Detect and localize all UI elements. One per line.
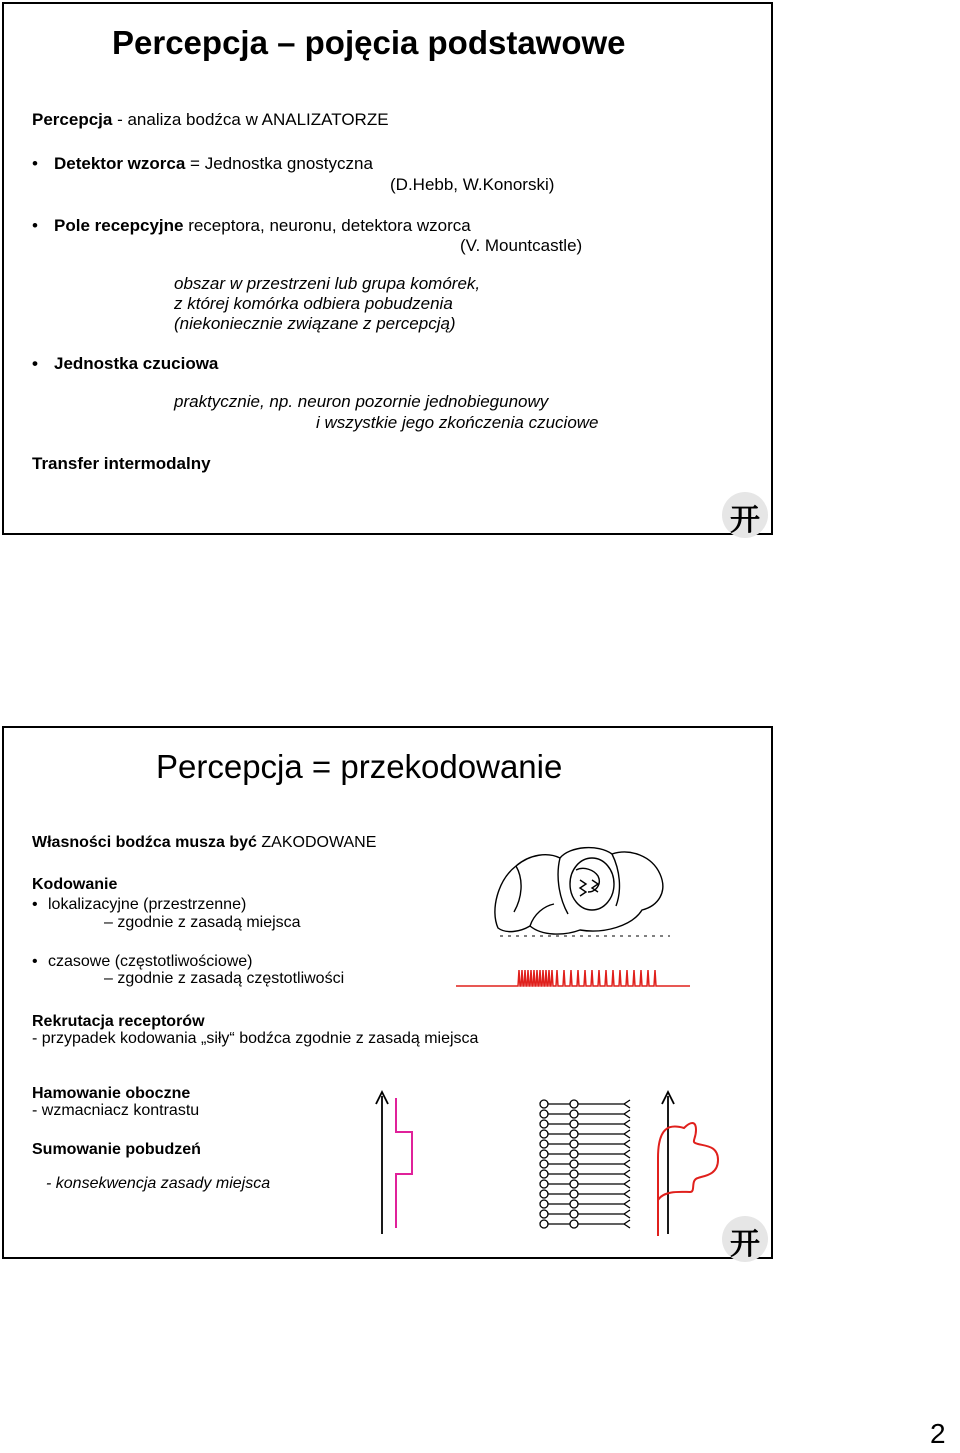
receptor-cell: [540, 1200, 548, 1208]
receptor-axon: [548, 1100, 630, 1108]
receptor-axon: [548, 1150, 630, 1158]
receptor-cell: [570, 1200, 578, 1208]
receptor-cell: [570, 1110, 578, 1118]
receptor-axon: [548, 1180, 630, 1188]
receptor-cell: [540, 1130, 548, 1138]
receptor-axon: [548, 1170, 630, 1178]
logo-glyph: 开: [730, 1227, 760, 1262]
summation-heading: Sumowanie pobudzeń: [32, 1141, 201, 1158]
logo-glyph: 开: [730, 503, 760, 538]
receptor-axon: [548, 1220, 630, 1228]
lateral-inhibition-text: - wzmacniacz kontrastu: [32, 1102, 200, 1119]
receptive-field-desc: receptora, neuronu, detektora wzorca: [183, 216, 471, 235]
receptor-axon: [548, 1110, 630, 1118]
slide-1: [2, 2, 773, 538]
receptor-cell: [570, 1160, 578, 1168]
slide-1-title: Percepcja – pojęcia podstawowe: [112, 24, 626, 61]
receptor-axon: [548, 1120, 630, 1128]
intermodal-transfer: Transfer intermodalny: [32, 454, 211, 473]
receptor-cell: [570, 1150, 578, 1158]
perception-term: Percepcja: [32, 110, 113, 129]
sensory-unit-def-1: praktycznie, np. neuron pozornie jednobiegunowy: [174, 392, 549, 411]
sensory-unit-def-2: i wszystkie jego zkończenia czuciowe: [316, 413, 599, 432]
recruitment-heading: Rekrutacja receptorów: [32, 1013, 205, 1030]
coding-bullet-spatial: • lokalizacyjne (przestrzenne): [48, 896, 246, 914]
spike-train-trace: [456, 970, 690, 986]
coding-spatial-sub: – zgodnie z zasadą miejsca: [104, 914, 301, 931]
receptive-field-def-3: (niekoniecznie związane z percepcją): [174, 314, 456, 333]
receptor-axon: [548, 1160, 630, 1168]
receptor-cell: [540, 1180, 548, 1188]
coding-heading: Kodowanie: [32, 876, 118, 893]
coding-bullet-temporal: • czasowe (częstotliwościowe): [48, 953, 253, 971]
receptor-axon: [548, 1190, 630, 1198]
receptor-cell: [540, 1170, 548, 1178]
receptor-cell: [540, 1100, 548, 1108]
recruitment-text: - przypadek kodowania „siły“ bodźca zgodnie z zasadą miejsca: [32, 1030, 479, 1047]
receptor-axon: [548, 1130, 630, 1138]
summation-text: - konsekwencja zasady miejsca: [46, 1175, 271, 1192]
receptor-array-diagram: [532, 1098, 638, 1238]
logo-icon: [722, 492, 768, 538]
pattern-detector-term: Detektor wzorca: [54, 154, 186, 173]
receptive-field-def-1: obszar w przestrzeni lub grupa komórek,: [174, 274, 481, 293]
receptor-cell: [540, 1160, 548, 1168]
receptor-axon: [548, 1210, 630, 1218]
pattern-detector-reference: (D.Hebb, W.Konorski): [390, 175, 555, 194]
bullet-sensory-unit: • Jednostka czuciowa: [54, 354, 218, 374]
receptor-cell: [570, 1180, 578, 1188]
slide-2-title: Percepcja = przekodowanie: [156, 748, 563, 785]
coding-temporal-sub: – zgodnie z zasadą częstotliwości: [104, 970, 345, 987]
receptor-cell: [570, 1210, 578, 1218]
perception-desc: - analiza bodźca w ANALIZATORZE: [112, 110, 389, 129]
receptor-axon: [548, 1140, 630, 1148]
receptor-axon: [548, 1200, 630, 1208]
receptor-cell: [570, 1140, 578, 1148]
receptor-cell: [570, 1100, 578, 1108]
bullet-pattern-detector: [54, 154, 373, 174]
page-number: 2: [930, 1418, 946, 1449]
receptor-cell: [570, 1170, 578, 1178]
receptor-cell: [540, 1120, 548, 1128]
spike-train-graph: [454, 966, 692, 990]
lateral-inhibition-heading: Hamowanie oboczne: [32, 1085, 191, 1102]
stimulus-properties: [32, 834, 376, 852]
brain-illustration: [480, 840, 680, 940]
stimulus-properties-rest: ZAKODOWANE: [256, 834, 377, 851]
pattern-detector-desc: = Jednostka gnostyczna: [185, 154, 373, 173]
contrast-response-graph: [644, 1088, 734, 1238]
receptor-cell: [540, 1150, 548, 1158]
receptive-field-def-2: z której komórka odbiera pobudzenia: [174, 294, 453, 313]
receptor-cell: [540, 1140, 548, 1148]
bullet-receptive-field: [54, 216, 471, 236]
receptor-cell: [570, 1120, 578, 1128]
receptor-cell: [540, 1210, 548, 1218]
receptor-cell: [570, 1130, 578, 1138]
stimulus-properties-bold: Własności bodźca musza być: [32, 834, 257, 851]
receptive-field-reference: (V. Mountcastle): [460, 236, 583, 255]
receptor-cell: [540, 1190, 548, 1198]
slide-2: [2, 726, 773, 1262]
receptor-cell: [570, 1220, 578, 1228]
stimulus-profile-graph: [372, 1088, 432, 1238]
receptor-cell: [540, 1220, 548, 1228]
logo-icon: [722, 1216, 768, 1262]
receptive-field-term: Pole recepcyjne: [54, 216, 184, 235]
receptor-cell: [570, 1190, 578, 1198]
receptor-cell: [540, 1110, 548, 1118]
perception-definition: [32, 110, 389, 130]
